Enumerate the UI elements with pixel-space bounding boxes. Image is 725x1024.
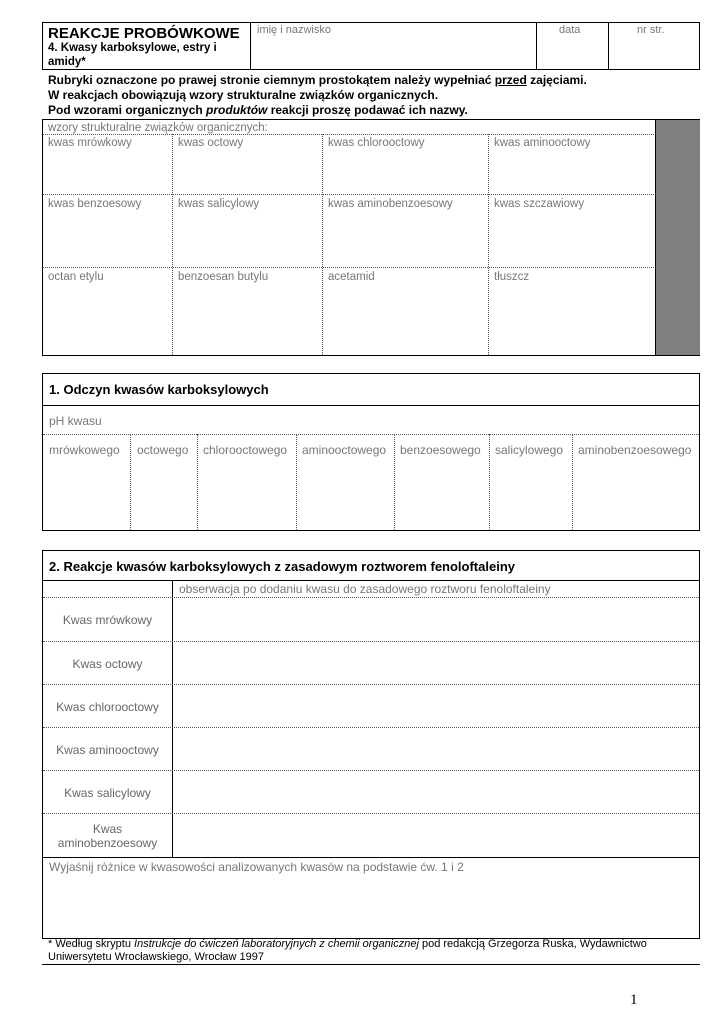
form-subtitle-2: amidy* — [48, 56, 86, 68]
instruction-line-3: Pod wzorami organicznych produktów reakcji proszę podawać ich nazwy. — [48, 103, 468, 117]
acid-row-label: Kwas aminobenzoesowy — [57, 822, 158, 850]
footnote-line-1: * Według skryptu Instrukcje do ćwiczeń laboratoryjnych z chemii organicznej pod redakcją Grzegorza Ruska, Wydawnictwo — [48, 938, 647, 950]
ph-column[interactable]: mrówkowego — [49, 443, 120, 457]
instruction-line-1: Rubryki oznaczone po prawej stronie ciemnym prostokątem należy wypełniać przed zajęciami. — [48, 73, 587, 87]
acid-row-label: Kwas octowy — [72, 657, 143, 671]
structure-cell[interactable]: kwas octowy — [178, 137, 244, 149]
structure-cell[interactable]: kwas aminooctowy — [494, 137, 591, 149]
structure-cell[interactable]: tłuszcz — [494, 271, 530, 283]
observation-header: obserwacja po dodaniu kwasu do zasadowego roztworu fenoloftaleiny — [179, 582, 551, 596]
ph-column[interactable]: benzoesowego — [400, 443, 481, 457]
structure-cell[interactable]: kwas mrówkowy — [48, 137, 132, 149]
ph-column[interactable]: octowego — [137, 443, 189, 457]
ph-column[interactable]: aminobenzoesowego — [578, 443, 692, 457]
structure-cell[interactable]: kwas benzoesowy — [48, 198, 142, 210]
instruction-line-2: W reakcjach obowiązują wzory strukturalne związków organicznych. — [48, 88, 439, 102]
structure-cell[interactable]: kwas aminobenzoesowy — [328, 198, 453, 210]
observation-cell[interactable] — [173, 728, 699, 769]
observation-cell[interactable] — [173, 771, 699, 812]
observation-cell[interactable] — [173, 642, 699, 683]
observation-cell[interactable] — [173, 685, 699, 726]
observation-cell[interactable] — [173, 598, 699, 640]
footnote-line-2: Uniwersytetu Wrocławskiego, Wrocław 1997 — [48, 951, 265, 963]
header-box — [42, 22, 700, 70]
form-subtitle-1: 4. Kwasy karboksylowe, estry i — [48, 42, 217, 54]
section-1-box — [42, 373, 700, 531]
page-number: 1 — [630, 992, 638, 1008]
structure-cell[interactable]: kwas szczawiowy — [494, 198, 585, 210]
name-field-label[interactable]: imię i nazwisko — [257, 24, 331, 36]
acid-row-label: Kwas aminooctowy — [56, 743, 159, 757]
page-number-field-label[interactable]: nr str. — [637, 24, 665, 36]
ph-column[interactable]: chlorooctowego — [203, 443, 288, 457]
observation-cell[interactable] — [173, 814, 699, 856]
structures-heading: wzory strukturalne związków organicznych: — [48, 122, 268, 134]
footnote — [48, 938, 700, 964]
section-1-title: 1. Odczyn kwasów karboksylowych — [49, 382, 269, 397]
structure-cell[interactable]: benzoesan butylu — [178, 271, 269, 283]
acid-row-label: Kwas mrówkowy — [62, 613, 153, 627]
ph-label: pH kwasu — [49, 414, 102, 428]
structures-table — [42, 119, 700, 356]
acid-row-label: Kwas salicylowy — [64, 786, 151, 800]
date-field-label[interactable]: data — [559, 24, 581, 36]
structure-cell[interactable]: acetamid — [328, 271, 375, 283]
fill-before-class-marker — [655, 120, 700, 355]
footnote-rule — [42, 964, 700, 965]
ph-column[interactable]: aminooctowego — [302, 443, 387, 457]
structure-cell[interactable]: kwas chlorooctowy — [328, 137, 425, 149]
section-2-box — [42, 550, 700, 939]
ph-column[interactable]: salicylowego — [495, 443, 564, 457]
instructions — [48, 73, 587, 118]
form-title: REAKCJE PROBÓWKOWE — [48, 25, 240, 42]
structure-cell[interactable]: kwas salicylowy — [178, 198, 260, 210]
section-2-title: 2. Reakcje kwasów karboksylowych z zasadowym roztworem fenoloftaleiny — [49, 559, 515, 574]
acid-row-label: Kwas chlorooctowy — [56, 700, 159, 714]
explain-prompt[interactable]: Wyjaśnij różnice w kwasowości analizowanych kwasów na podstawie ćw. 1 i 2 — [49, 860, 464, 874]
structure-cell[interactable]: octan etylu — [48, 271, 104, 283]
